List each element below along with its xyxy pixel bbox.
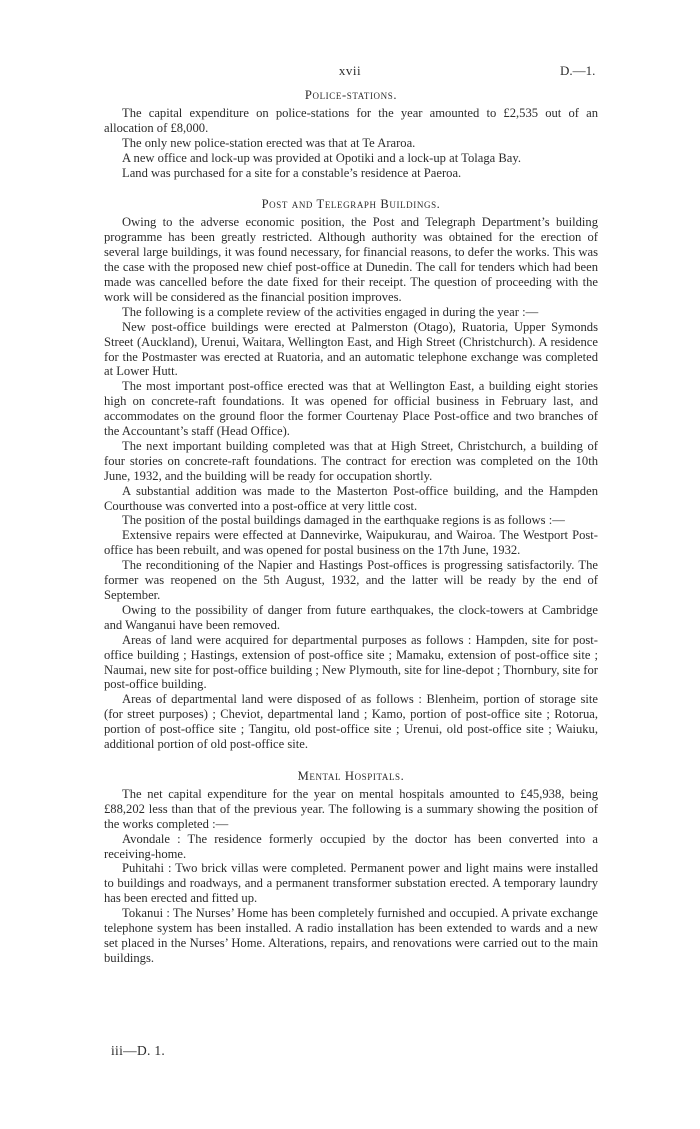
paragraph: Land was purchased for a site for a constable’s residence at Paeroa. <box>122 165 462 180</box>
paragraph: The most important post-office erected was that at Wellington East, a building eight stories high on concrete-raft foundations. It was opened for official business in February last, and accommodates on the ground floor the former Courtenay Place Post-office and two branches of the Accountant’s staff (Head Office). <box>104 379 598 439</box>
paragraph: Owing to the possibility of danger from future earthquakes, the clock-towers at Cambridge and Wanganui have been removed. <box>104 602 598 632</box>
paragraph: Tokanui : The Nurses’ Home has been completely furnished and occupied. A private exchange telephone system has been installed. A radio installation has been extended to wards and a new set placed in the Nurses’ Home. Alterations, repairs, and renovations were carried out to the main buildings. <box>104 906 598 965</box>
paragraph: The only new police-station erected was that at Te Araroa. <box>122 135 416 150</box>
paragraph: Extensive repairs were effected at Dannevirke, Waipukurau, and Wairoa. The Westport Post-office has been rebuilt, and was opened for postal business on the 17th June, 1932. <box>104 528 598 558</box>
paragraph: The reconditioning of the Napier and Hastings Post-offices is progressing satisfactorily. The former was reopened on the 5th August, 1932, and the latter will be ready by the end of September. <box>104 558 598 602</box>
printer-signature: iii—D. 1. <box>111 1043 166 1058</box>
paragraph: The next important building completed was that at High Street, Christchurch, a building of four stories on concrete-raft foundations. The contract for erection was completed on the 10th June, 1932, and the building will be ready for occupation shortly. <box>104 438 598 483</box>
paragraph: New post-office buildings were erected at Palmerston (Otago), Ruatoria, Upper Symonds Street (Auckland), Urenui, Waitara, Wellington East, and High Street (Christchurch). A residence for the Postmaster was erected at Ruatoria, and an automatic telephone exchange was completed at Lower Hutt. <box>104 319 598 379</box>
paragraph: A new office and lock-up was provided at Opotiki and a lock-up at Tolaga Bay. <box>122 150 521 165</box>
paragraph: Avondale : The residence formerly occupied by the doctor has been converted into a receiving-home. <box>104 831 598 861</box>
paragraph: The capital expenditure on police-stations for the year amounted to £2,535 out of an allocation of £8,000. <box>104 105 598 135</box>
section-heading-post-telegraph: Post and Telegraph Buildings. <box>261 197 441 212</box>
document-body <box>104 86 598 966</box>
paragraph: The position of the postal buildings damaged in the earthquake regions is as follows :— <box>122 513 565 528</box>
paragraph: Areas of land were acquired for departmental purposes as follows : Hampden, site for post-office building ; Hastings, extension of post-office site ; Mamaku, extension of post-office site ; Naumai, new site for post-office building ; New Plymouth, site for line-depot ; Thornbury, site for post-office building. <box>104 632 598 692</box>
paragraph: Puhitahi : Two brick villas were completed. Permanent power and light mains were installed to buildings and roadways, and a permanent transformer substation erected. A temporary laundry has been erected and fitted up. <box>104 861 598 906</box>
paragraph: The net capital expenditure for the year on mental hospitals amounted to £45,938, being £88,202 less than that of the previous year. The following is a summary showing the position of the works completed :— <box>104 786 598 831</box>
page-number: xvii <box>338 63 362 78</box>
section-heading-mental-hospitals: Mental Hospitals. <box>297 768 405 783</box>
document-reference: D.—1. <box>560 63 596 78</box>
section-heading-police-stations: Police-stations. <box>304 88 398 102</box>
paragraph: A substantial addition was made to the Masterton Post-office building, and the Hampden Courthouse was converted into a post-office at very little cost. <box>104 483 598 513</box>
paragraph: Areas of departmental land were disposed of as follows : Blenheim, portion of storage site (for street purposes) ; Cheviot, departmental land ; Kamo, portion of post-office site ; Rotorua, portion of post-office site ; Tangitu, old post-office site ; Urenui, old post-office site ; Waiuku, additional portion of old post-office site. <box>104 692 598 752</box>
paragraph: Owing to the adverse economic position, the Post and Telegraph Department’s building programme has been greatly restricted. Although authority was obtained for the erection of several large buildings, it was found necessary, for financial reasons, to defer the works. This was the case with the proposed new chief post-office at Dunedin. The call for tenders which had been made was cancelled before the date fixed for their receipt. The question of proceeding with the work will be considered as the financial position improves. <box>104 215 598 304</box>
paragraph: The following is a complete review of the activities engaged in during the year :— <box>122 304 539 319</box>
